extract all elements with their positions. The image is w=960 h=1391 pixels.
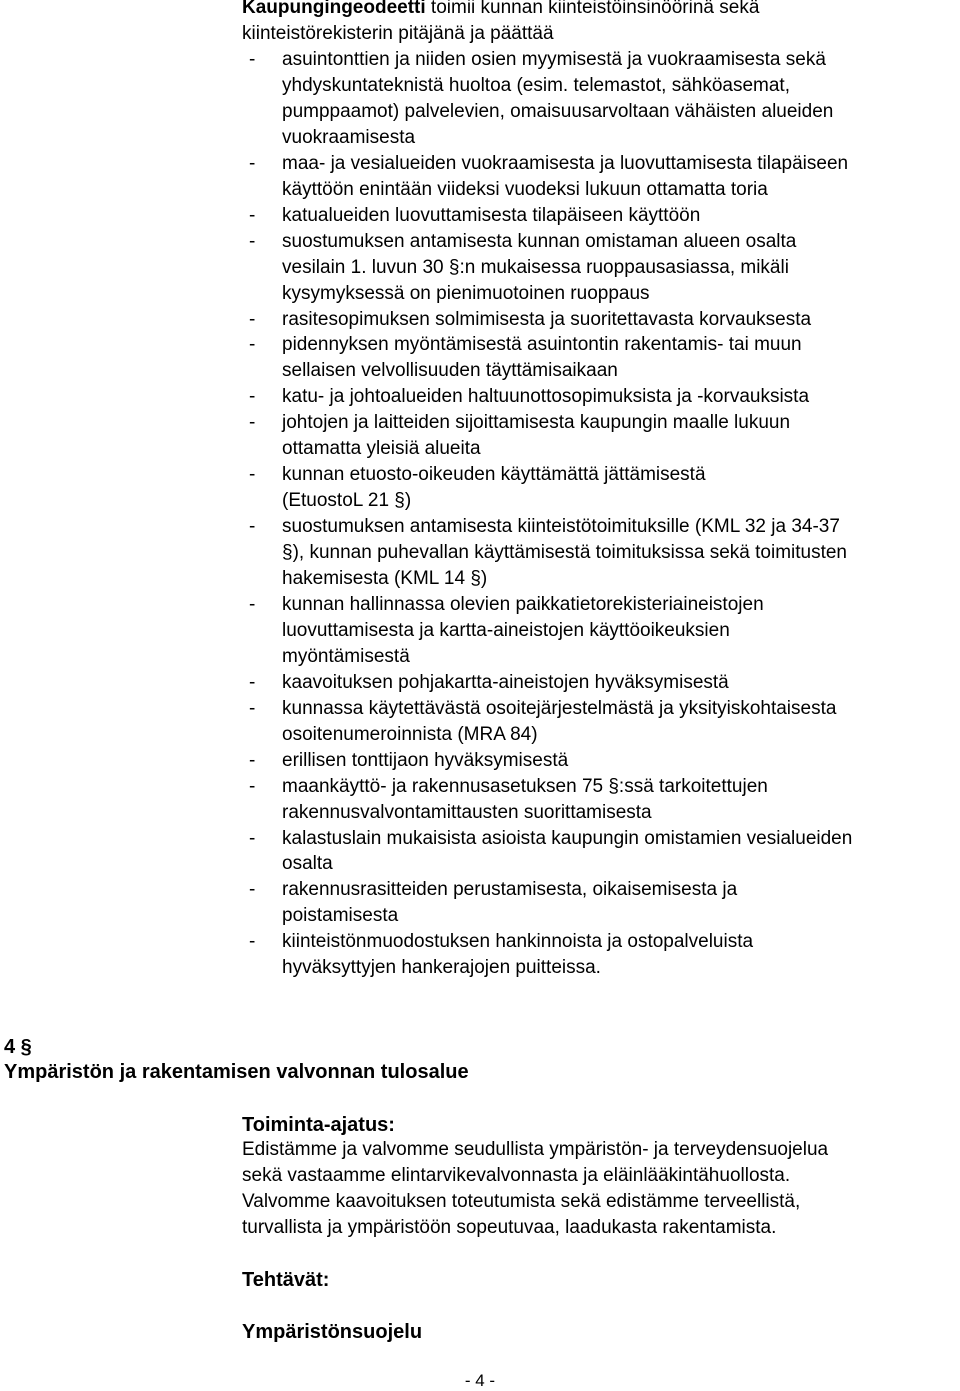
list-dash: -: [249, 698, 256, 719]
list-item-line: käyttöön enintään viideksi vuodeksi lukuun ottamatta toria: [282, 179, 768, 200]
list-item-line: hakemisesta (KML 14 §): [282, 568, 488, 589]
list-dash: -: [249, 334, 256, 355]
list-item-line: (EtuostoL 21 §): [282, 490, 412, 511]
section-number: 4 §: [4, 1036, 32, 1058]
mission-line: Valvomme kaavoituksen toteutumista sekä edistämme terveellistä,: [242, 1191, 801, 1212]
list-item-line: ottamatta yleisiä alueita: [282, 438, 481, 459]
list-dash: -: [249, 49, 256, 70]
list-item-line: kunnassa käytettävästä osoitejärjestelmästä ja yksityiskohtaisesta: [282, 698, 837, 719]
list-dash: -: [249, 672, 256, 693]
list-item-line: katu- ja johtoalueiden haltuunottosopimuksista ja -korvauksista: [282, 386, 810, 407]
list-item-line: §), kunnan puhevallan käyttämisestä toimituksissa sekä toimitusten: [282, 542, 847, 563]
tasks-heading: Tehtävät:: [242, 1269, 330, 1291]
intro-line-1: [242, 0, 759, 19]
list-dash: -: [249, 879, 256, 900]
list-dash: -: [249, 776, 256, 797]
list-dash: -: [249, 516, 256, 537]
list-item-line: yhdyskuntateknistä huoltoa (esim. telemastot, sähköasemat,: [282, 75, 790, 96]
list-item-line: rakennusrasitteiden perustamisesta, oikaisemisesta ja: [282, 879, 738, 900]
list-item-line: asuintonttien ja niiden osien myymisestä ja vuokraamisesta sekä: [282, 49, 826, 70]
list-item-line: kysymyksessä on pienimuotoinen ruoppaus: [282, 283, 650, 304]
list-dash: -: [249, 153, 256, 174]
list-item-line: rakennusvalvontamittausten suorittamisesta: [282, 802, 652, 823]
list-item-line: kalastuslain mukaisista asioista kaupungin omistamien vesialueiden: [282, 828, 853, 849]
intro-line-2: kiinteistörekisterin pitäjänä ja päättää: [242, 23, 554, 44]
list-item-line: kunnan hallinnassa olevien paikkatietorekisteriaineistojen: [282, 594, 764, 615]
list-dash: -: [249, 386, 256, 407]
mission-heading: Toiminta-ajatus:: [242, 1114, 395, 1136]
intro-lead-rest: toimii kunnan kiinteistöinsinöörinä sekä: [425, 0, 760, 18]
list-item-line: hyväksyttyjen hankerajojen puitteissa.: [282, 957, 601, 978]
list-item-line: kunnan etuosto-oikeuden käyttämättä jättämisestä: [282, 464, 706, 485]
list-dash: -: [249, 594, 256, 615]
intro-bold-lead: Kaupungingeodeetti: [242, 0, 426, 18]
list-item-line: erillisen tonttijaon hyväksymisestä: [282, 750, 569, 771]
list-item-line: vuokraamisesta: [282, 127, 416, 148]
list-item-line: osalta: [282, 853, 333, 874]
section-title: Ympäristön ja rakentamisen valvonnan tulosalue: [4, 1061, 469, 1083]
list-item-line: kiinteistönmuodostuksen hankinnoista ja ostopalveluista: [282, 931, 754, 952]
list-item-line: pumppaamot) palvelevien, omaisuusarvoltaan vähäisten alueiden: [282, 101, 834, 122]
list-item-line: osoitenumeroinnista (MRA 84): [282, 724, 538, 745]
list-dash: -: [249, 309, 256, 330]
list-dash: -: [249, 231, 256, 252]
list-dash: -: [249, 412, 256, 433]
mission-line: turvallista ja ympäristöön sopeutuvaa, laadukasta rakentamista.: [242, 1217, 777, 1238]
mission-line: Edistämme ja valvomme seudullista ympäristön- ja terveydensuojelua: [242, 1139, 829, 1160]
list-item-line: pidennyksen myöntämisestä asuintontin rakentamis- tai muun: [282, 334, 802, 355]
list-item-line: sellaisen velvollisuuden täyttämisaikaan: [282, 360, 618, 381]
list-item-line: kaavoituksen pohjakartta-aineistojen hyväksymisestä: [282, 672, 729, 693]
list-dash: -: [249, 828, 256, 849]
list-item-line: johtojen ja laitteiden sijoittamisesta kaupungin maalle lukuun: [282, 412, 791, 433]
list-item-line: vesilain 1. luvun 30 §:n mukaisessa ruoppausasiassa, mikäli: [282, 257, 789, 278]
env-heading: Ympäristönsuojelu: [242, 1321, 423, 1343]
list-item-line: poistamisesta: [282, 905, 399, 926]
list-dash: -: [249, 931, 256, 952]
list-item-line: maankäyttö- ja rakennusasetuksen 75 §:ssä tarkoitettujen: [282, 776, 768, 797]
list-dash: -: [249, 750, 256, 771]
mission-line: sekä vastaamme elintarvikevalvonnasta ja eläinlääkintähuollosta.: [242, 1165, 791, 1186]
list-item-line: rasitesopimuksen solmimisesta ja suoritettavasta korvauksesta: [282, 309, 812, 330]
list-item-line: luovuttamisesta ja kartta-aineistojen käyttöoikeuksien: [282, 620, 730, 641]
list-item-line: katualueiden luovuttamisesta tilapäiseen käyttöön: [282, 205, 701, 226]
list-item-line: maa- ja vesialueiden vuokraamisesta ja luovuttamisesta tilapäiseen: [282, 153, 849, 174]
list-dash: -: [249, 205, 256, 226]
list-dash: -: [249, 464, 256, 485]
page-number: - 4 -: [464, 1371, 496, 1390]
list-item-line: suostumuksen antamisesta kunnan omistaman alueen osalta: [282, 231, 797, 252]
list-item-line: suostumuksen antamisesta kiinteistötoimituksille (KML 32 ja 34-37: [282, 516, 840, 537]
list-item-line: myöntämisestä: [282, 646, 410, 667]
